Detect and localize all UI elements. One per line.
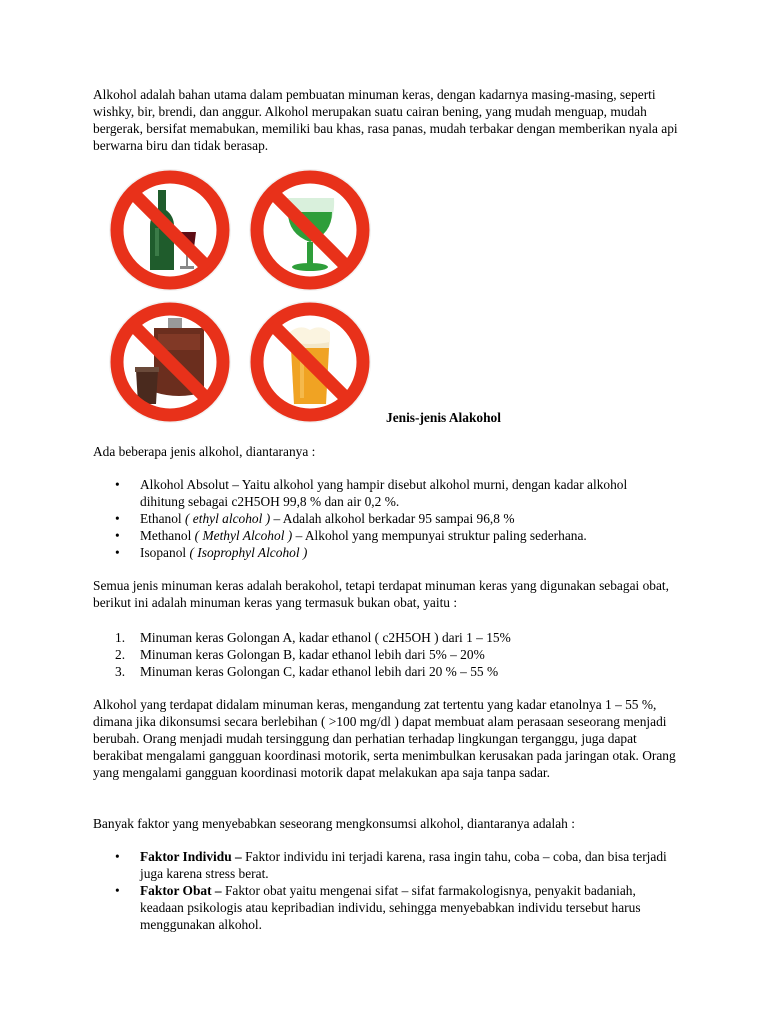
- bullet-icon: •: [115, 528, 120, 543]
- types-intro: Ada beberapa jenis alkohol, diantaranya :: [93, 444, 316, 459]
- list-item: • Alkohol Absolut – Yaitu alkohol yang hampir disebut alkohol murni, dengan kadar alkohol dihitung sebagai c2H5OH 99,8 % dan air 0,2 %.: [115, 477, 628, 509]
- list-item: • Ethanol ( ethyl alcohol ) – Adalah alkohol berkadar 95 sampai 96,8 %: [115, 511, 515, 526]
- list-item: • Methanol ( Methyl Alcohol ) – Alkohol yang mempunyai struktur paling sederhana.: [115, 528, 587, 543]
- groups-intro: Semua jenis minuman keras adalah berakohol, tetapi terdapat minuman keras yang digunakan sebagai obat, berikut ini adalah minuman keras yang termasuk bukan obat, yaitu :: [93, 578, 669, 610]
- intro-paragraph: Alkohol adalah bahan utama dalam pembuatan minuman keras, dengan kadarnya masing-masing, seperti wishky, bir, brendi, dan anggur. Alkohol merupakan suatu cairan bening, yang mudah menguap, mudah bergerak, bersifat memabukan, memiliki bau khas, rasa panas, mudah terbakar dengan memberikan nyala api berwarna biru dan tidak berasap.: [93, 87, 678, 153]
- list-item: • Faktor Individu – Faktor individu ini terjadi karena, rasa ingin tahu, coba – coba, dan bisa terjadi juga karena stress berat.: [115, 849, 667, 881]
- factors-list: [93, 848, 673, 933]
- section-heading: Jenis-jenis Alakohol: [386, 410, 501, 425]
- factors-intro: Banyak faktor yang menyebabkan seseorang mengkonsumsi alkohol, diantaranya adalah :: [93, 816, 575, 831]
- bullet-icon: •: [115, 883, 120, 898]
- bullet-icon: •: [115, 849, 120, 864]
- no-wine-glass-icon: [248, 168, 372, 292]
- no-flask-icon: [108, 300, 232, 424]
- list-item: 3. Minuman keras Golongan C, kadar ethanol lebih dari 20 % – 55 %: [115, 664, 499, 679]
- effects-paragraph: Alkohol yang terdapat didalam minuman keras, mengandung zat tertentu yang kadar etanolnya 1 – 55 %, dimana jika dikonsumsi secara berlebihan ( >100 mg/dl ) dapat membuat alam perasaan seseorang menjadi berubah. Orang menjadi mudah tersinggung dan perhatian terhadap lingkungan terganggu, juga dapat berakibat mengalami gangguan koordinasi motorik, serta menimbulkan kerusakan pada jaringan otak. Orang yang mengalami gangguan koordinasi motorik dapat melakukan apa saja tanpa sadar.: [93, 697, 676, 780]
- bullet-icon: •: [115, 477, 120, 492]
- list-item: 1. Minuman keras Golongan A, kadar ethanol ( c2H5OH ) dari 1 – 15%: [115, 630, 511, 645]
- no-wine-bottle-icon: [108, 168, 232, 292]
- no-beer-icon: [248, 300, 372, 424]
- prohibition-images: [108, 168, 378, 424]
- alcohol-types-list: [93, 476, 673, 561]
- list-item: • Isopanol ( Isoprophyl Alcohol ): [115, 545, 308, 560]
- bullet-icon: •: [115, 511, 120, 526]
- list-item: • Faktor Obat – Faktor obat yaitu mengenai sifat – sifat farmakologisnya, penyakit badaniah, keadaan psikologis atau kepribadian individu, sehingga menyebabkan individu tersebut harus menggunakan alkohol.: [115, 883, 641, 932]
- alcohol-groups-list: [93, 629, 673, 680]
- list-item: 2. Minuman keras Golongan B, kadar ethanol lebih dari 5% – 20%: [115, 647, 485, 662]
- bullet-icon: •: [115, 545, 120, 560]
